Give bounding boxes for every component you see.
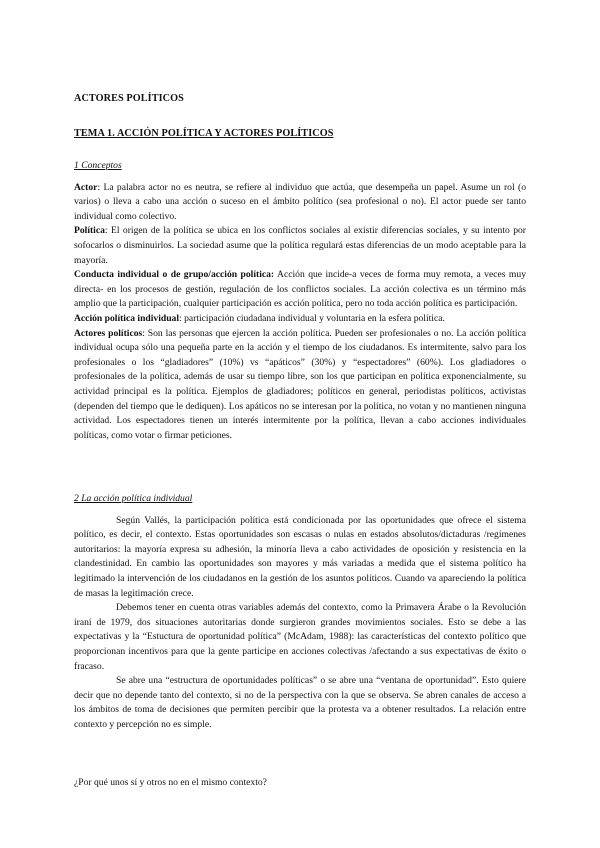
paragraph-actor: [74, 181, 526, 225]
paragraph-text: : La palabra actor no es neutra, se refiere al individuo que actúa, que desempeña un papel. Asume un rol (o varios) o lleva a cabo una acción o suceso en el ámbito político (sea profesional o no). El actor puede ser tanto individual como colectivo.: [74, 181, 526, 222]
section-conceptos: [74, 159, 526, 443]
term-label: Actores políticos: [74, 327, 143, 339]
paragraph-oportunidades: Se abre una “estructura de oportunidades políticas” o se abre una “ventana de oportunidad”. Esto quiere decir que no depende tanto del contexto, si no de la perspectiva con la que se observa. Se abren canales de acceso a los ámbitos de toma de decisiones que permiten percibir que la protesta va a obtener resultados. La relación entre contexto y percepción no es simple.: [74, 675, 526, 730]
paragraph-actores-politicos: [74, 327, 526, 444]
section-heading: 1 Conceptos: [74, 160, 122, 171]
paragraph-politica: [74, 224, 526, 268]
document-title: ACTORES POLÍTICOS: [74, 93, 184, 104]
paragraph-variables: Debemos tener en cuenta otras variables además del contexto, como la Primavera Árabe o la Revolución iraní de 1979, dos situaciones autoritarias donde surgieron grandes movimientos sociales. Esto se debe a las expectativas y la “Estuctura de oportunidad política” (McAdam, 1988): las características del contexto político que proporcionan incentivos para que la gente participe en acciones colectivas /afectando a sus expectativas de éxito o fracaso.: [74, 602, 526, 672]
section-heading: 2 La acción política individual: [74, 493, 193, 504]
paragraph-text: : El origen de la política se ubica en los conflictos sociales al existir diferencias sociales, y su intento por sofocarlos o disminuirlos. La sociedad asume que la política regulará estas diferencias de un modo aceptable para la mayoría.: [74, 225, 526, 266]
paragraph-valles: Según Vallés, la participación política está condicionada por las oportunidades que ofrece el sistema político, es decir, el contexto. Estas oportunidades son escasas o nulas en estados absolutos/dictaduras /regímenes autoritarios: la mayoría expresa su adhesión, la minoría lleva a cabo actividades de oposición y resistencia en la clandestinidad. En cambio las oportunidades son mayores y más variadas a medida que el sistema político ha legitimado la intervención de los ciudadanos en la gestión de los asuntos políticos. Cuando va apareciendo la política de masas la legitimación crece.: [74, 514, 526, 599]
paragraph-accion-individual: [74, 312, 526, 327]
document-subtitle: TEMA 1. ACCIÓN POLÍTICA Y ACTORES POLÍTICOS: [74, 128, 334, 139]
paragraph-text: : Son las personas que ejercen la acción política. Pueden ser profesionales o no. La acción política individual ocupa sólo una pequeña parte en la acción y el tiempo de los ciudadanos. Es intermitente, salvo para los profesionales o los “gladiadores” (10%) vs “apáticos” (30%) y “espectadores” (60%). Los gladiadores o profesionales de la política, además de usar su tiempo libre, son los que participan en política exponencialmente, su actividad principal es la política. Ejemplos de gladiadores; políticos en general, periodistas políticos, activistas (dependen del tiempo que le dediquen). Los apáticos no se interesan por la política, no votan y no mantienen ninguna actividad. Los espectadores tienen un interés intermitente por la política, llevan a cabo acciones individuales políticas, como votar o firmar peticiones.: [74, 327, 526, 441]
section-accion-individual: [74, 492, 526, 733]
paragraph-text: Acción que incide-a veces de forma muy remota, a veces muy directa- en los procesos de gestión, regulación de los conflictos sociales. La acción colectiva es un término más amplio que la participación, cualquier participación es acción política, pero no toda acción política es participación.: [74, 269, 526, 310]
paragraph-text: : participación ciudadana individual y voluntaria en la esfera política.: [179, 312, 445, 324]
paragraph-conducta: [74, 268, 526, 312]
closing-question: ¿Por qué unos sí y otros no en el mismo contexto?: [74, 777, 267, 788]
term-label: Actor: [74, 181, 98, 193]
term-label: Acción política individual: [74, 312, 180, 324]
term-label: Conducta individual o de grupo/acción política:: [74, 269, 275, 281]
term-label: Política: [74, 225, 105, 237]
